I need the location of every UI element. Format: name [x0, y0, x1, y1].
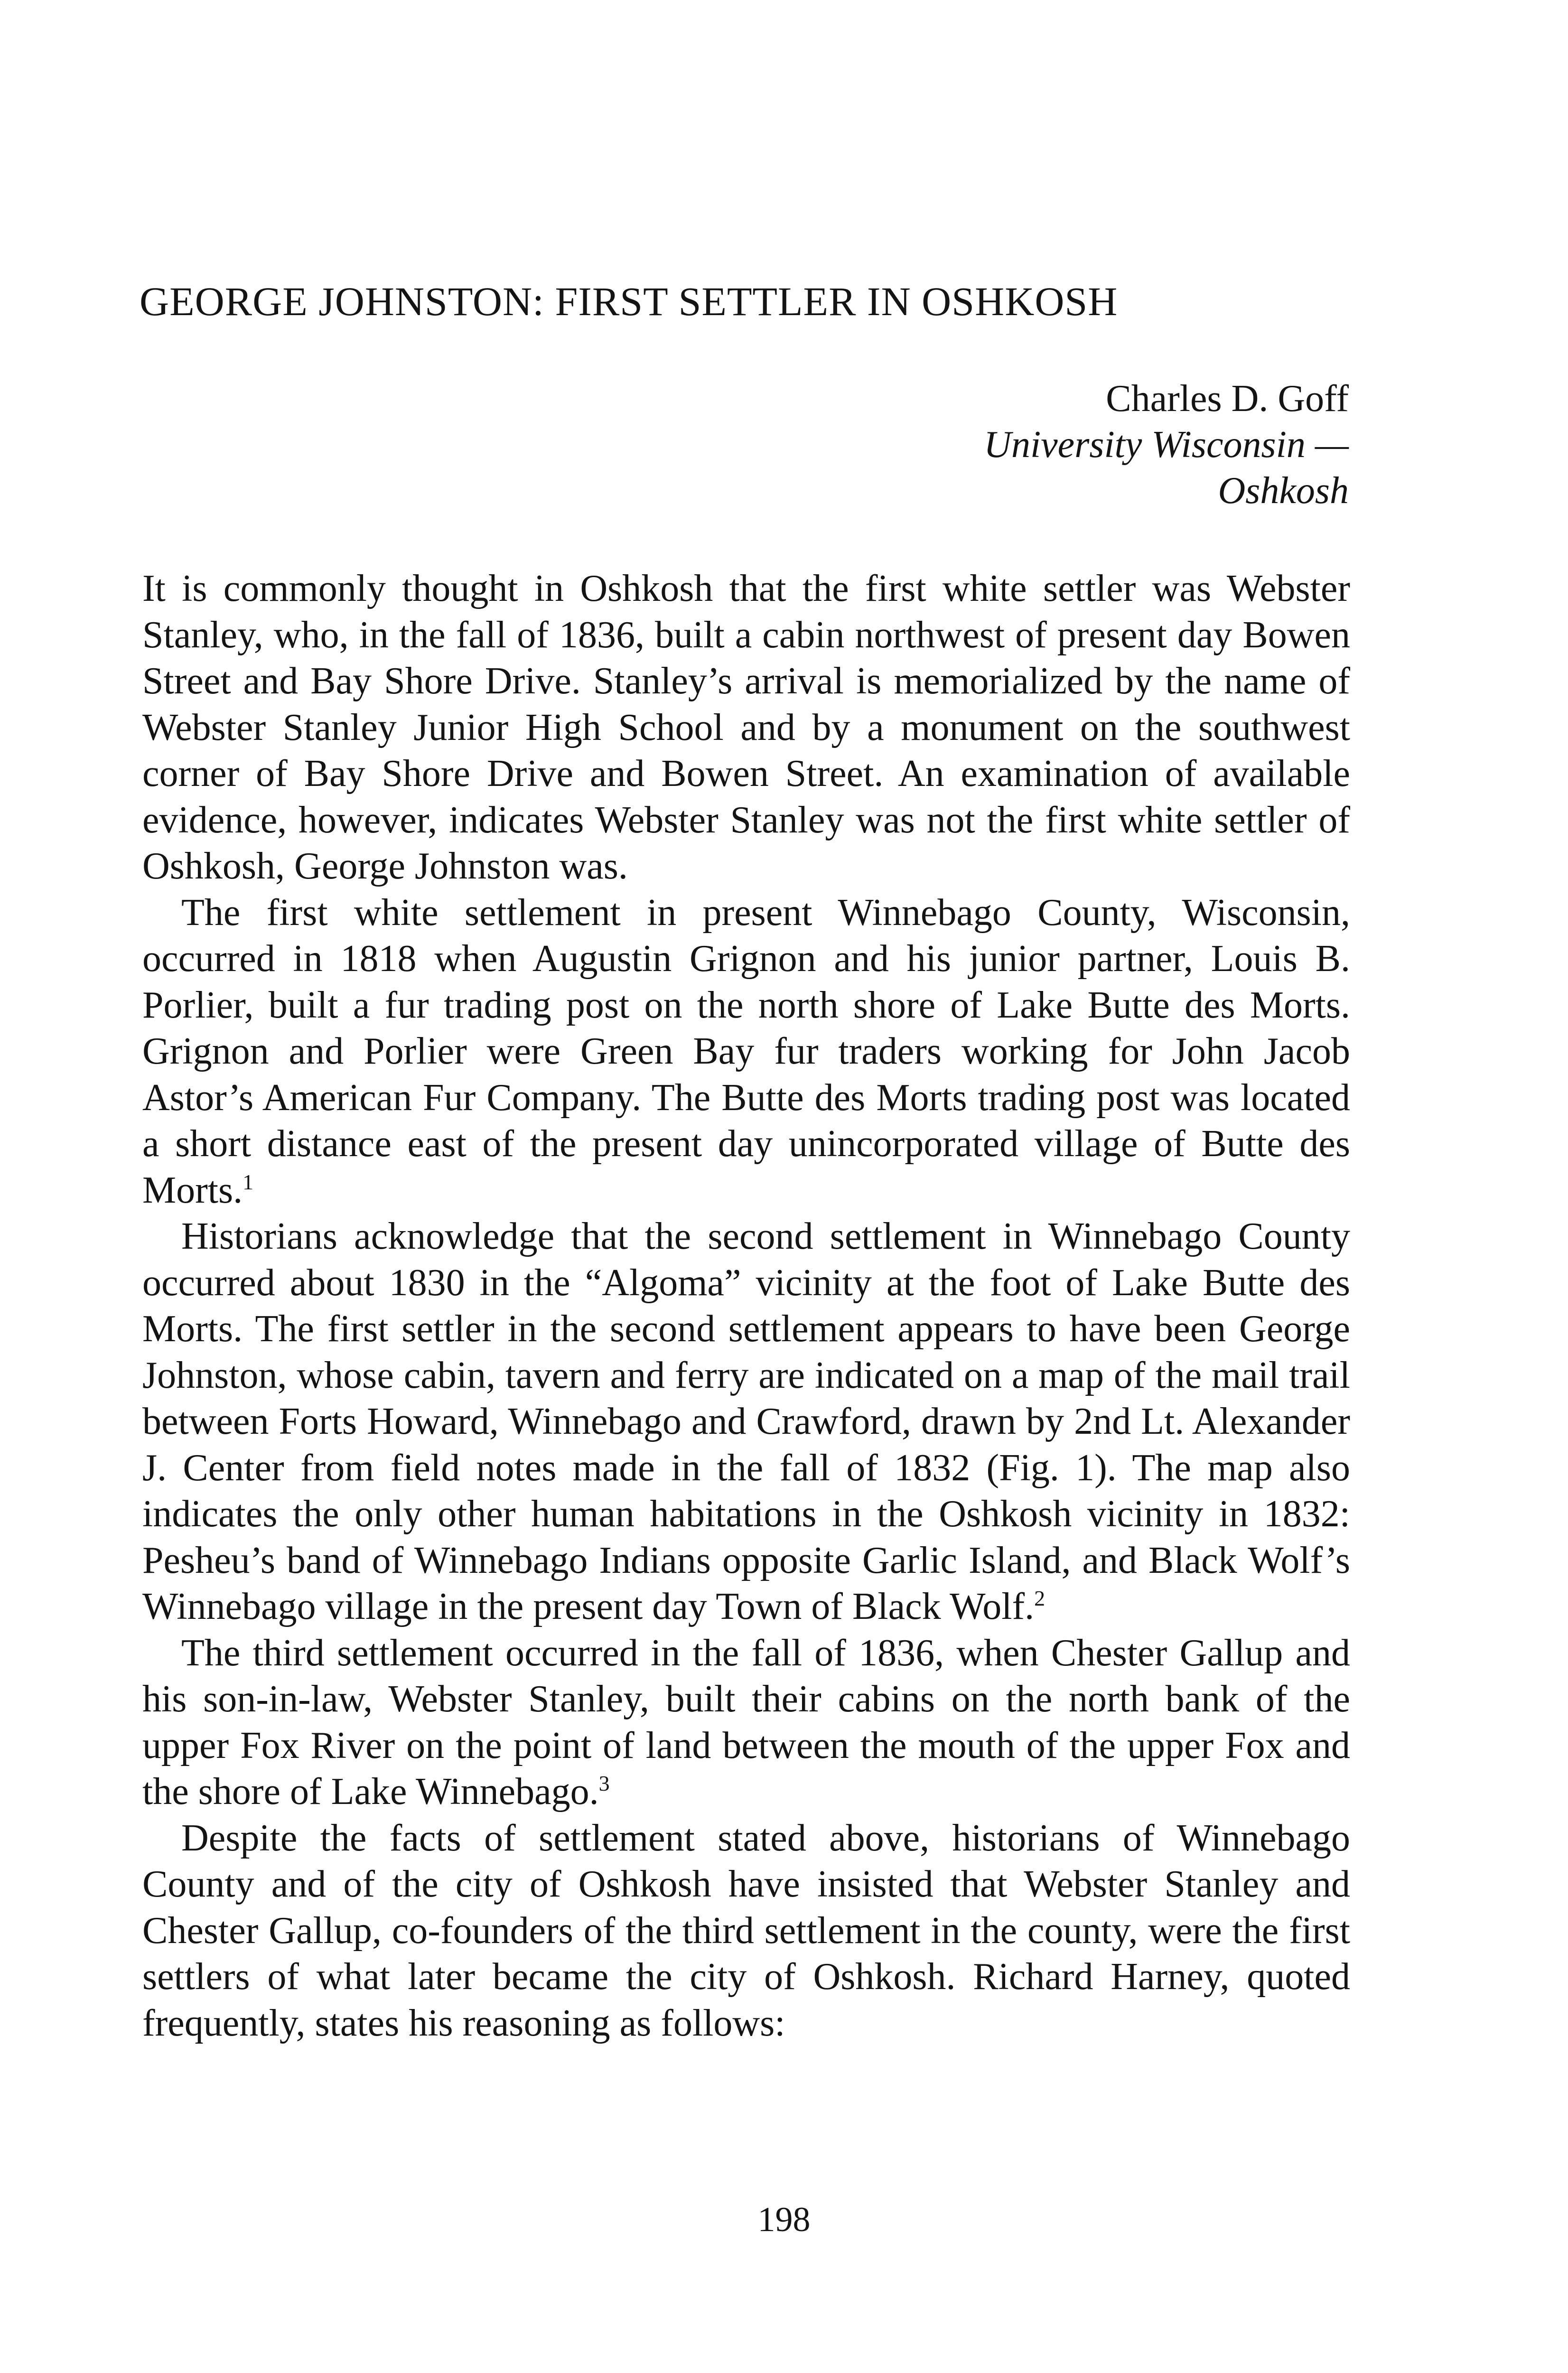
body-paragraph	[142, 890, 1350, 1214]
body-paragraph	[142, 1815, 1350, 2047]
page-number: 198	[757, 2200, 811, 2239]
article-body	[142, 566, 1350, 2046]
paragraph-text: The first white settlement in present Winnebago County, Wisconsin, occurred in 1818 when Augustin Grignon and his junior partner, Louis B. Porlier, built a fur trading post on the north shore of Lake Butte des Morts. Grignon and Porlier were Green Bay fur traders working for John Jacob Astor’s American Fur Company. The Butte des Morts trading post was located a short distance east of the present day unincorporated village of Butte des Morts.	[142, 891, 1350, 1211]
article-title: GEORGE JOHNSTON: FIRST SETTLER IN OSHKOSH	[140, 279, 1118, 324]
paragraph-text: It is commonly thought in Oshkosh that the first white settler was Webster Stanley, who, in the fall of 1836, built a cabin northwest of present day Bowen Street and Bay Shore Drive. Stanley’s arrival is memorialized by the name of Webster Stanley Junior High School and by a monument on the southwest corner of Bay Shore Drive and Bowen Street. An examination of available evidence, however, indicates Webster Stanley was not the first white settler of Oshkosh, George Johnston was.	[142, 568, 1350, 887]
body-paragraph	[142, 566, 1350, 890]
author-affiliation-line-1: University Wisconsin —	[984, 424, 1349, 466]
paragraph-text: Historians acknowledge that the second settlement in Winnebago County occurred about 1830 in the “Algoma” vicinity at the foot of Lake Butte des Morts. The first settler in the second settlement appears to have been George Johnston, whose cabin, tavern and ferry are indicated on a map of the mail trail between Forts Howard, Winnebago and Crawford, drawn by 2nd Lt. Alexander J. Center from field notes made in the fall of 1832 (Fig. 1). The map also indicates the only other human habitations in the Oshkosh vicinity in 1832: Pesheu’s band of Winnebago Indians opposite Garlic Island, and Black Wolf’s Winnebago village in the present day Town of Black Wolf.	[142, 1215, 1350, 1627]
author-block	[984, 376, 1349, 514]
footnote-marker: 3	[598, 1771, 610, 1795]
footnote-marker: 1	[243, 1169, 254, 1194]
footnote-marker: 2	[1034, 1586, 1045, 1610]
author-affiliation-line-2: Oshkosh	[1218, 470, 1349, 512]
author-name: Charles D. Goff	[1106, 378, 1349, 420]
paragraph-text: The third settlement occurred in the fall of 1836, when Chester Gallup and his son-in-law, Webster Stanley, built their cabins on the north bank of the upper Fox River on the point of land between the mouth of the upper Fox and the shore of Lake Winnebago.	[142, 1632, 1350, 1812]
body-paragraph	[142, 1630, 1350, 1815]
paragraph-text: Despite the facts of settlement stated above, historians of Winnebago County and of the city of Oshkosh have insisted that Webster Stanley and Chester Gallup, co-founders of the third settlement in the county, were the first settlers of what later became the city of Oshkosh. Richard Harney, quoted frequently, states his reasoning as follows:	[142, 1817, 1350, 2044]
body-paragraph	[142, 1214, 1350, 1630]
